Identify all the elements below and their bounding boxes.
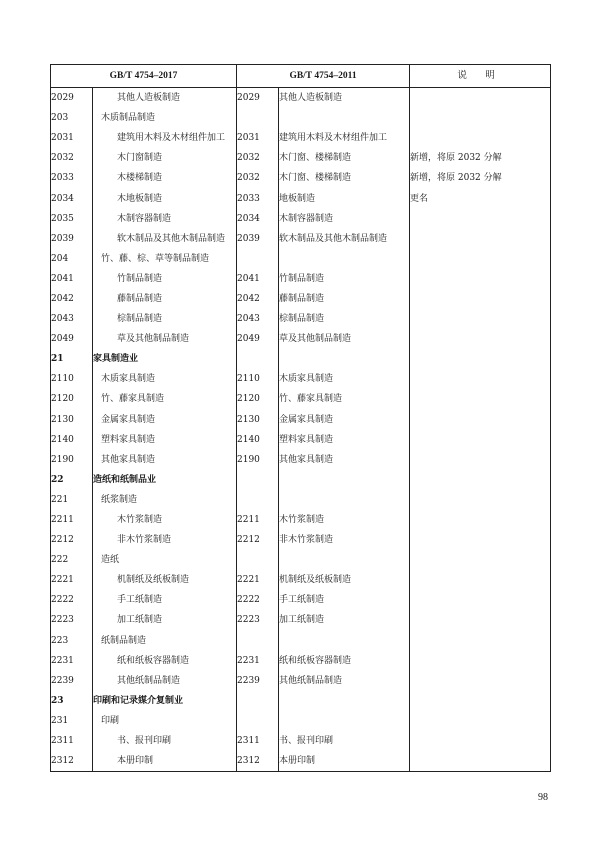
name-2017: 金属家具制造	[93, 410, 237, 430]
code-2017: 2049	[51, 329, 93, 349]
table-header-row	[51, 65, 551, 88]
code-2017: 2029	[51, 88, 93, 109]
name-2017: 竹、藤家具制造	[93, 389, 237, 409]
name-2017: 书、报刊印刷	[93, 731, 237, 751]
note-cell: 新增，将原 2032 分解	[410, 153, 502, 164]
note-cell	[410, 329, 551, 349]
table-row	[51, 470, 551, 490]
table-row	[51, 590, 551, 610]
code-2011: 2049	[237, 329, 279, 349]
code-2017: 204	[51, 249, 93, 269]
code-2011: 2223	[237, 610, 279, 630]
code-2017: 2034	[51, 188, 93, 208]
table-row	[51, 450, 551, 470]
code-2017: 2231	[51, 651, 93, 671]
note-cell	[410, 470, 551, 490]
code-2011: 2222	[237, 590, 279, 610]
name-2017: 塑料家具制造	[93, 430, 237, 450]
code-2011: 2033	[237, 188, 279, 208]
code-2017: 2039	[51, 229, 93, 249]
name-2017: 棕制品制造	[93, 309, 237, 329]
note-cell	[410, 731, 551, 751]
note-cell	[410, 671, 551, 691]
code-2011	[237, 711, 279, 731]
note-cell	[410, 349, 551, 369]
code-2017: 21	[51, 349, 93, 369]
name-2017: 木楼梯制造	[93, 168, 237, 188]
code-2017: 2239	[51, 671, 93, 691]
table-row	[51, 651, 551, 671]
note-cell	[410, 450, 551, 470]
table-row	[51, 168, 551, 188]
name-2017: 木竹浆制造	[93, 510, 237, 530]
code-2011: 2042	[237, 289, 279, 309]
table-row	[51, 349, 551, 369]
table-row	[51, 691, 551, 711]
code-2011: 2034	[237, 209, 279, 229]
code-2011	[237, 470, 279, 490]
code-2017: 23	[51, 691, 93, 711]
table-row	[51, 269, 551, 289]
header-gbt-2017: GB/T 4754–2017	[51, 65, 237, 88]
name-2017: 印刷	[93, 711, 237, 731]
table-row	[51, 610, 551, 630]
name-2011	[279, 349, 410, 369]
code-2017: 2211	[51, 510, 93, 530]
note-cell	[410, 369, 551, 389]
header-note: 说 明	[410, 65, 551, 88]
table-row	[51, 731, 551, 751]
note-cell	[410, 389, 551, 409]
name-2017: 木地板制造	[93, 188, 237, 208]
code-2011: 2032	[237, 148, 279, 168]
code-2017: 223	[51, 631, 93, 651]
code-2011	[237, 550, 279, 570]
code-2017: 2223	[51, 610, 93, 630]
code-2011: 2231	[237, 651, 279, 671]
note-cell	[410, 430, 551, 450]
code-2011	[237, 349, 279, 369]
note-cell	[410, 570, 551, 590]
name-2011	[279, 249, 410, 269]
name-2011: 其他纸制品制造	[279, 671, 410, 691]
note-cell	[410, 410, 551, 430]
note-cell	[410, 108, 551, 128]
code-2011: 2221	[237, 570, 279, 590]
name-2017: 纸制品制造	[93, 631, 237, 651]
name-2017: 造纸	[93, 550, 237, 570]
note-cell	[410, 490, 551, 510]
code-2017: 221	[51, 490, 93, 510]
code-2017: 2032	[51, 148, 93, 168]
name-2011: 非木竹浆制造	[279, 530, 410, 550]
name-2011	[279, 550, 410, 570]
table-row	[51, 631, 551, 651]
table-row	[51, 249, 551, 269]
name-2011: 纸和纸板容器制造	[279, 651, 410, 671]
note-cell	[410, 269, 551, 289]
name-2017: 木质家具制造	[93, 369, 237, 389]
table-row	[51, 389, 551, 409]
name-2011: 木竹浆制造	[279, 510, 410, 530]
code-2017: 2221	[51, 570, 93, 590]
note-cell	[410, 289, 551, 309]
name-2017: 加工纸制造	[93, 610, 237, 630]
name-2017: 木制容器制造	[93, 209, 237, 229]
table-row	[51, 550, 551, 570]
table-row	[51, 671, 551, 691]
code-2017: 2041	[51, 269, 93, 289]
code-2011	[237, 108, 279, 128]
code-2017: 2110	[51, 369, 93, 389]
note-cell	[410, 510, 551, 530]
note-cell	[410, 631, 551, 651]
name-2017: 其他人造板制造	[93, 88, 237, 109]
name-2011: 棕制品制造	[279, 309, 410, 329]
table-row	[51, 570, 551, 590]
code-2017: 22	[51, 470, 93, 490]
code-2011: 2043	[237, 309, 279, 329]
name-2017: 造纸和纸制品业	[93, 470, 237, 490]
code-2017: 2212	[51, 530, 93, 550]
name-2011: 其他人造板制造	[279, 88, 410, 109]
name-2011: 木门窗、楼梯制造	[279, 148, 410, 168]
note-cell	[410, 128, 551, 148]
name-2017: 木质制品制造	[93, 108, 237, 128]
table-row	[51, 430, 551, 450]
name-2017: 其他家具制造	[93, 450, 237, 470]
name-2017: 印刷和记录媒介复制业	[93, 691, 237, 711]
table-row	[51, 329, 551, 349]
note-cell	[410, 751, 551, 772]
table-row	[51, 530, 551, 550]
code-2011	[237, 691, 279, 711]
code-2011: 2039	[237, 229, 279, 249]
name-2011	[279, 631, 410, 651]
note-cell	[410, 651, 551, 671]
table-row	[51, 751, 551, 772]
note-cell	[410, 711, 551, 731]
name-2017: 本册印制	[93, 751, 237, 772]
note-cell	[410, 88, 551, 109]
name-2011: 塑料家具制造	[279, 430, 410, 450]
code-2017: 2031	[51, 128, 93, 148]
name-2011: 金属家具制造	[279, 410, 410, 430]
note-cell	[410, 530, 551, 550]
name-2017: 家具制造业	[93, 349, 237, 369]
table-row	[51, 369, 551, 389]
note-cell: 更名	[410, 193, 429, 204]
code-2011: 2312	[237, 751, 279, 772]
name-2011: 木质家具制造	[279, 369, 410, 389]
name-2011: 藤制品制造	[279, 289, 410, 309]
name-2017: 竹、藤、棕、草等制品制造	[93, 249, 237, 269]
name-2011	[279, 691, 410, 711]
table-row	[51, 209, 551, 229]
code-2011	[237, 631, 279, 651]
name-2011: 建筑用木料及木材组件加工	[279, 128, 410, 148]
name-2017: 藤制品制造	[93, 289, 237, 309]
code-2017: 2033	[51, 168, 93, 188]
table-row	[51, 108, 551, 128]
note-cell	[410, 590, 551, 610]
name-2017: 非木竹浆制造	[93, 530, 237, 550]
table-row	[51, 510, 551, 530]
code-2011: 2110	[237, 369, 279, 389]
name-2017: 建筑用木料及木材组件加工	[93, 128, 237, 148]
name-2011: 其他家具制造	[279, 450, 410, 470]
note-cell	[410, 249, 551, 269]
table-row	[51, 410, 551, 430]
table-row	[51, 490, 551, 510]
code-2017: 2140	[51, 430, 93, 450]
table-row	[51, 289, 551, 309]
code-2011: 2311	[237, 731, 279, 751]
note-cell	[410, 610, 551, 630]
code-2011: 2212	[237, 530, 279, 550]
name-2011: 加工纸制造	[279, 610, 410, 630]
name-2017: 纸和纸板容器制造	[93, 651, 237, 671]
table-row	[51, 128, 551, 148]
name-2017: 软木制品及其他木制品制造	[93, 229, 237, 249]
name-2011	[279, 108, 410, 128]
code-2011	[237, 249, 279, 269]
page-number: 98	[538, 792, 548, 803]
name-2011	[279, 490, 410, 510]
code-2011: 2041	[237, 269, 279, 289]
name-2011: 手工纸制造	[279, 590, 410, 610]
note-cell: 新增，将原 2032 分解	[410, 173, 502, 184]
name-2011: 木制容器制造	[279, 209, 410, 229]
name-2011	[279, 711, 410, 731]
name-2011: 书、报刊印刷	[279, 731, 410, 751]
code-2017: 2120	[51, 389, 93, 409]
note-cell	[410, 229, 551, 249]
code-2011: 2239	[237, 671, 279, 691]
code-2017: 2190	[51, 450, 93, 470]
name-2011	[279, 470, 410, 490]
name-2011: 竹、藤家具制造	[279, 389, 410, 409]
name-2011: 机制纸及纸板制造	[279, 570, 410, 590]
name-2011: 本册印制	[279, 751, 410, 772]
name-2011: 木门窗、楼梯制造	[279, 168, 410, 188]
code-2011	[237, 490, 279, 510]
name-2011: 地板制造	[279, 188, 410, 208]
name-2017: 其他纸制品制造	[93, 671, 237, 691]
code-2011: 2029	[237, 88, 279, 109]
note-cell	[410, 209, 551, 229]
name-2017: 手工纸制造	[93, 590, 237, 610]
note-cell	[410, 309, 551, 329]
table-row	[51, 229, 551, 249]
code-2011: 2032	[237, 168, 279, 188]
table-row	[51, 88, 551, 109]
code-2017: 2130	[51, 410, 93, 430]
name-2017: 纸浆制造	[93, 490, 237, 510]
name-2011: 草及其他制品制造	[279, 329, 410, 349]
code-2017: 231	[51, 711, 93, 731]
note-cell	[410, 691, 551, 711]
code-2017: 2043	[51, 309, 93, 329]
code-2011: 2130	[237, 410, 279, 430]
table-row	[51, 188, 551, 208]
table-row	[51, 148, 551, 168]
name-2017: 草及其他制品制造	[93, 329, 237, 349]
name-2011: 竹制品制造	[279, 269, 410, 289]
code-2011: 2211	[237, 510, 279, 530]
header-gbt-2011: GB/T 4754–2011	[237, 65, 410, 88]
code-2017: 2042	[51, 289, 93, 309]
code-2011: 2190	[237, 450, 279, 470]
table-body	[51, 88, 551, 772]
code-2017: 222	[51, 550, 93, 570]
table-row	[51, 309, 551, 329]
code-2011: 2031	[237, 128, 279, 148]
code-2017: 2312	[51, 751, 93, 772]
table-row	[51, 711, 551, 731]
code-2011: 2140	[237, 430, 279, 450]
classification-comparison-table	[50, 64, 551, 772]
name-2011: 软木制品及其他木制品制造	[279, 229, 410, 249]
name-2017: 木门窗制造	[93, 148, 237, 168]
name-2017: 机制纸及纸板制造	[93, 570, 237, 590]
code-2011: 2120	[237, 389, 279, 409]
code-2017: 2222	[51, 590, 93, 610]
code-2017: 2035	[51, 209, 93, 229]
code-2017: 203	[51, 108, 93, 128]
name-2017: 竹制品制造	[93, 269, 237, 289]
note-cell	[410, 550, 551, 570]
code-2017: 2311	[51, 731, 93, 751]
